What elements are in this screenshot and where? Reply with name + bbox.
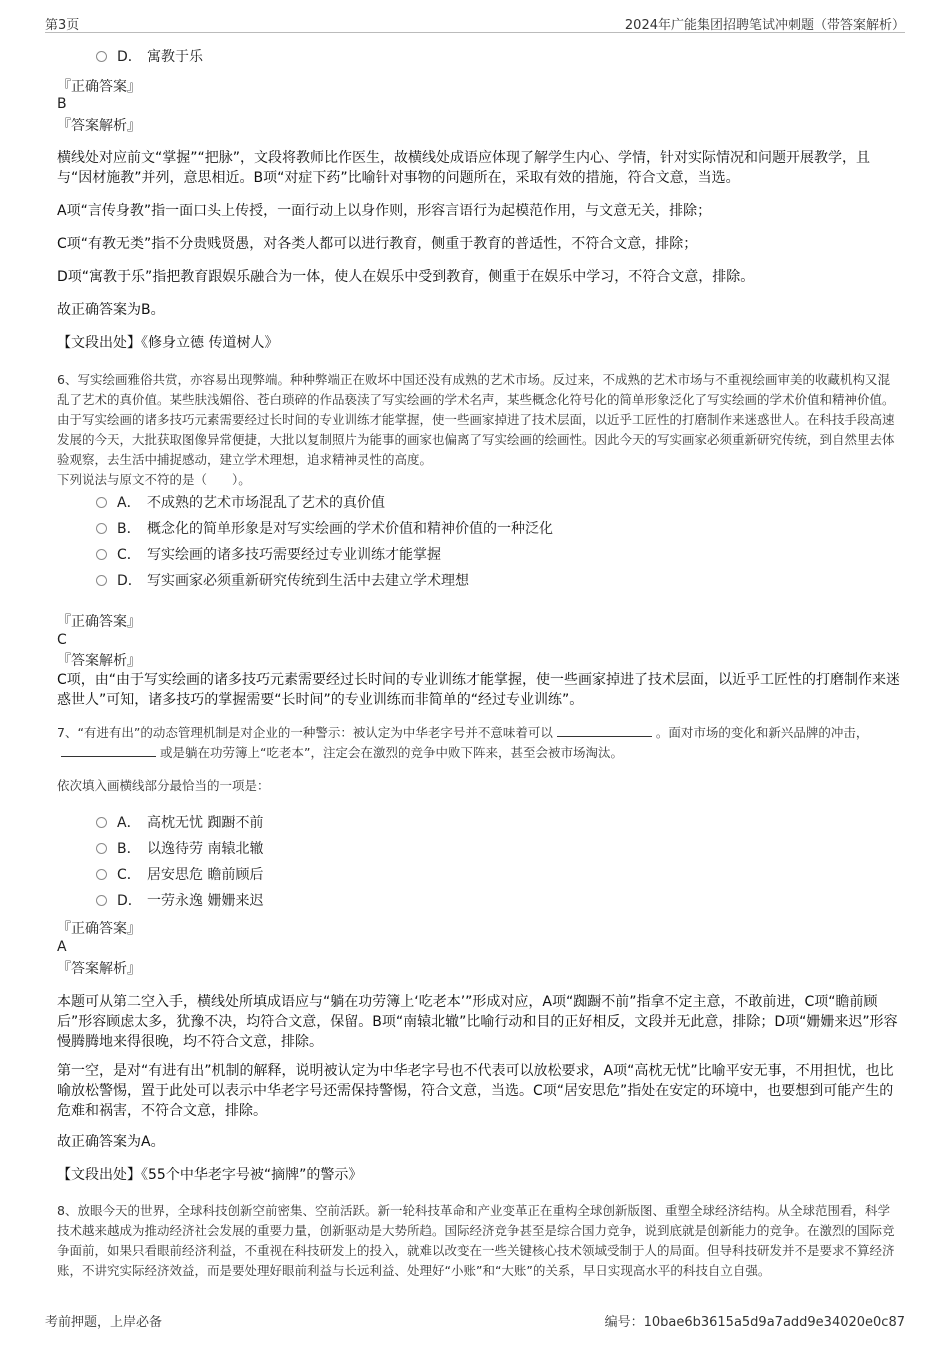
q7-answer: A <box>57 939 67 955</box>
q5-answer: B <box>57 96 67 112</box>
q5-source: 【文段出处】《修身立德 传道树人》 <box>57 335 279 351</box>
footer-slogan: 考前押题，上岸必备 <box>45 1315 163 1330</box>
q7-option-b[interactable]: B． 以逸待劳 南辕北辙 <box>96 839 263 859</box>
radio-icon[interactable] <box>96 575 107 586</box>
q7-source: 【文段出处】《55个中华老字号被“摘牌”的警示》 <box>57 1167 363 1183</box>
q7-answer-label: 『正确答案』 <box>57 921 141 937</box>
q6-passage: 6、写实绘画雅俗共赏，亦容易出现弊端。种种弊端正在败坏中国还没有成熟的艺术市场。反过来，不成熟的艺术市场与不重视绘画审美的收藏机构又混乱了艺术的真价值。某些肤浅媚俗、苍白琐碎的作品亵渎了写实绘画的学术名声，某些概念化符号化的简单形象泛化了写实绘画的学术价值和精神价值。由于写实绘画的诸多技巧元素需要经过长时间的专业训练才能掌握，使一些画家掉进了技术层面，以近乎工匠性的打磨制作来迷惑世人。在科技手段高速发展的今天，大批获取图像异常便捷，大批以复制照片为能事的画家也偏离了写实绘画的绘画性。因此今天的写实画家必须重新研究传统，到自然里去体验观察，去生活中捕捉感动，建立学术理想，追求精神灵性的高度。 <box>57 372 895 467</box>
radio-icon[interactable] <box>96 843 107 854</box>
q5-analysis-p2: A项“言传身教”指一面口头上传授，一面行动上以身作则，形容言语行为起模范作用，与文意无关，排除； <box>57 203 712 219</box>
q7-option-c[interactable]: C． 居安思危 瞻前顾后 <box>96 865 263 885</box>
q5-analysis-p4: D项“寓教于乐”指把教育跟娱乐融合为一体，使人在娱乐中受到教育，侧重于在娱乐中学习，不符合文意，排除。 <box>57 269 755 285</box>
q7-analysis-label: 『答案解析』 <box>57 961 141 977</box>
radio-icon[interactable] <box>96 869 107 880</box>
q6-answer-label: 『正确答案』 <box>57 614 141 630</box>
fill-blank-2[interactable] <box>61 744 156 757</box>
q5-option-d[interactable]: D． 寓教于乐 <box>96 47 203 67</box>
page-number: 第3页 <box>45 18 80 33</box>
q5-analysis-p5: 故正确答案为B。 <box>57 302 165 318</box>
q6-analysis: C项，由“由于写实绘画的诸多技巧元素需要经过长时间的专业训练才能掌握，使一些画家掉进了技术层面，以近乎工匠性的打磨制作来迷惑世人”可知，诸多技巧的掌握需要“长时间”的专业训练而非简单的“经过专业训练”。 <box>57 672 901 708</box>
radio-icon[interactable] <box>96 895 107 906</box>
document-title: 2024年广能集团招聘笔试冲刺题（带答案解析） <box>624 18 905 33</box>
q7-option-a[interactable]: A． 高枕无忧 踟蹰不前 <box>96 813 263 833</box>
q7-analysis-p3: 故正确答案为A。 <box>57 1134 165 1150</box>
page-header <box>45 12 905 33</box>
q6-option-d[interactable]: D． 写实画家必须重新研究传统到生活中去建立学术理想 <box>96 571 469 591</box>
q5-answer-label: 『正确答案』 <box>57 79 141 95</box>
radio-icon[interactable] <box>96 549 107 560</box>
q5-analysis-p3: C项“有教无类”指不分贵贱贤愚，对各类人都可以进行教育，侧重于教育的普适性，不符合文意，排除； <box>57 236 698 252</box>
document-id: 编号：10bae6b3615a5d9a7add9e34020e0c87 <box>604 1315 905 1330</box>
radio-icon[interactable] <box>96 523 107 534</box>
fill-blank-1[interactable] <box>557 724 652 737</box>
q7-analysis-p1: 本题可从第二空入手，横线处所填成语应与“躺在功劳簿上‘吃老本’”形成对应，A项“踟蹰不前”指拿不定主意，不敢前进，C项“瞻前顾后”形容顾虑太多，犹豫不决，均符合文意，保留。B项“南辕北辙”比喻行动和目的正好相反，文段并无此意，排除；D项“姗姗来迟”形容慢腾腾地来得很晚，均不符合文意，排除。 <box>57 994 898 1050</box>
q7-analysis-p2: 第一空，是对“有进有出”机制的解释，说明被认定为中华老字号也不代表可以放松要求，A项“高枕无忧”比喻平安无事，不用担忧，也比喻放松警惕，置于此处可以表示中华老字号还需保持警惕，符合文意，当选。C项“居安思危”指处在安定的环境中，也要想到可能产生的危难和祸害，不符合文意，排除。 <box>57 1063 894 1119</box>
q6-option-c[interactable]: C． 写实绘画的诸多技巧需要经过专业训练才能掌握 <box>96 545 441 565</box>
q6-analysis-label: 『答案解析』 <box>57 653 141 669</box>
q6-option-a[interactable]: A． 不成熟的艺术市场混乱了艺术的真价值 <box>96 493 385 513</box>
q5-analysis-p1: 横线处对应前文“掌握”“把脉”，文段将教师比作医生，故横线处成语应体现了解学生内心、学情，针对实际情况和问题开展教学，且与“因材施教”并列，意思相近。B项“对症下药”比喻针对事物的问题所在，采取有效的措施，符合文意，当选。 <box>57 150 871 186</box>
q7-stem: 7、“有进有出”的动态管理机制是对企业的一种警示：被认定为中华老字号并不意味着可以 。面对市场的变化和新兴品牌的冲击，或是躺在功劳簿上“吃老本”，注定会在激烈的竞争中败下阵来，甚至会被市场淘汰。 <box>57 725 869 760</box>
radio-icon[interactable] <box>96 817 107 828</box>
q6-question: 下列说法与原文不符的是（ ）。 <box>57 472 251 487</box>
q7-option-d[interactable]: D． 一劳永逸 姗姗来迟 <box>96 891 263 911</box>
q6-answer: C <box>57 632 67 648</box>
radio-icon[interactable] <box>96 51 107 62</box>
q7-question: 依次填入画横线部分最恰当的一项是： <box>57 778 270 793</box>
q8-passage: 8、放眼今天的世界，全球科技创新空前密集、空前活跃。新一轮科技革命和产业变革正在重构全球创新版图、重塑全球经济结构。从全球范围看，科学技术越来越成为推动经济社会发展的重要力量，创新驱动是大势所趋。国际经济竞争甚至是综合国力竞争，说到底就是创新能力的竞争。在激烈的国际竞争面前，如果只看眼前经济利益，不重视在科技研发上的投入，就难以改变在一些关键核心技术领域受制于人的局面。但导科技研发并不是要求不算经济账，不讲究实际经济效益，而是要处理好眼前利益与长远利益、处理好“小账”和“大账”的关系，早日实现高水平的科技自立自强。 <box>57 1203 895 1278</box>
radio-icon[interactable] <box>96 497 107 508</box>
q5-analysis-label: 『答案解析』 <box>57 118 141 134</box>
q6-option-b[interactable]: B． 概念化的简单形象是对写实绘画的学术价值和精神价值的一种泛化 <box>96 519 553 539</box>
